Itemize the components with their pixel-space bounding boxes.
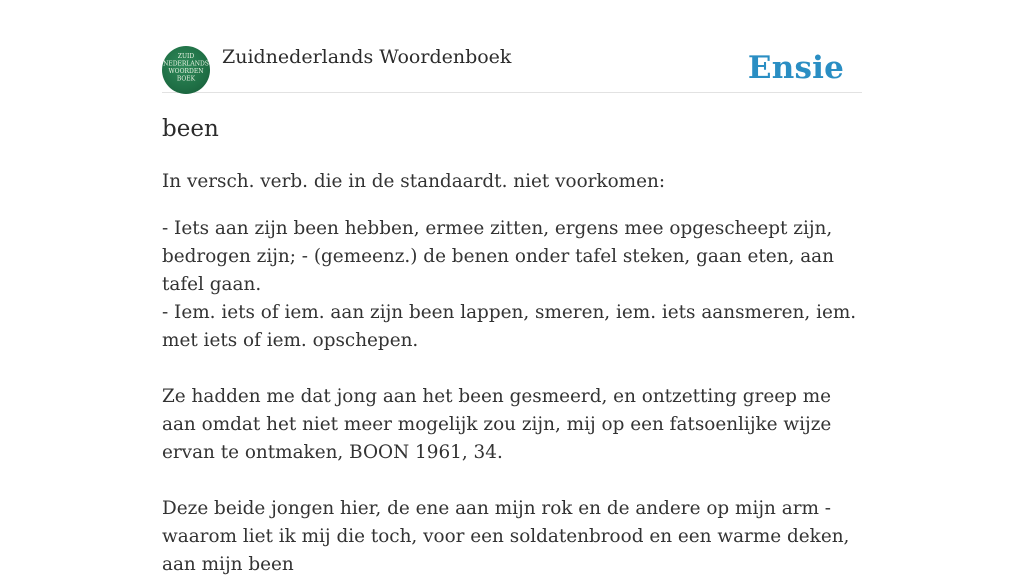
site-header (162, 40, 862, 93)
logo-text-line-1: ZUID (177, 53, 195, 60)
entry-content (162, 168, 868, 579)
logo-text-line-2: NEDERLANDS (163, 60, 209, 68)
quote-paragraph: Ze hadden me dat jong aan het been gesmeerd, en ontzetting greep me aan omdat het niet meer mogelijk zou zijn, mij op een fatsoenlijke wijze ervan te ontmaken, BOON 1961, 34. (162, 386, 832, 463)
dictionary-logo-graphic (162, 46, 210, 94)
definition-line: - Iets aan zijn been hebben, ermee zitten, ergens mee opgescheept zijn, bedrogen zijn; - (gemeenz.) de benen onder tafel steken, gaan eten, aan tafel gaan. (162, 218, 834, 295)
ensie-brand-logo[interactable]: Ensie (747, 50, 844, 86)
entry-title: been (162, 116, 219, 142)
dictionary-logo[interactable] (162, 46, 210, 94)
definition-line: - Iem. iets of iem. aan zijn been lappen, smeren, iem. iets aansmeren, iem. met iets of iem. opschepen. (162, 302, 857, 351)
source-name[interactable]: Zuidnederlands Woordenboek (222, 46, 512, 68)
logo-text-line-4: BOEK (176, 75, 196, 83)
paragraph-gap (162, 467, 868, 495)
entry-intro: In versch. verb. die in de standaardt. niet voorkomen: (162, 171, 666, 192)
quote-paragraph: Deze beide jongen hier, de ene aan mijn rok en de andere op mijn arm - waarom liet ik mij die toch, voor een soldatenbrood en een warme deken, aan mijn been (162, 498, 850, 575)
logo-text-line-3: WOORDEN (168, 68, 204, 75)
paragraph-gap (162, 355, 868, 383)
